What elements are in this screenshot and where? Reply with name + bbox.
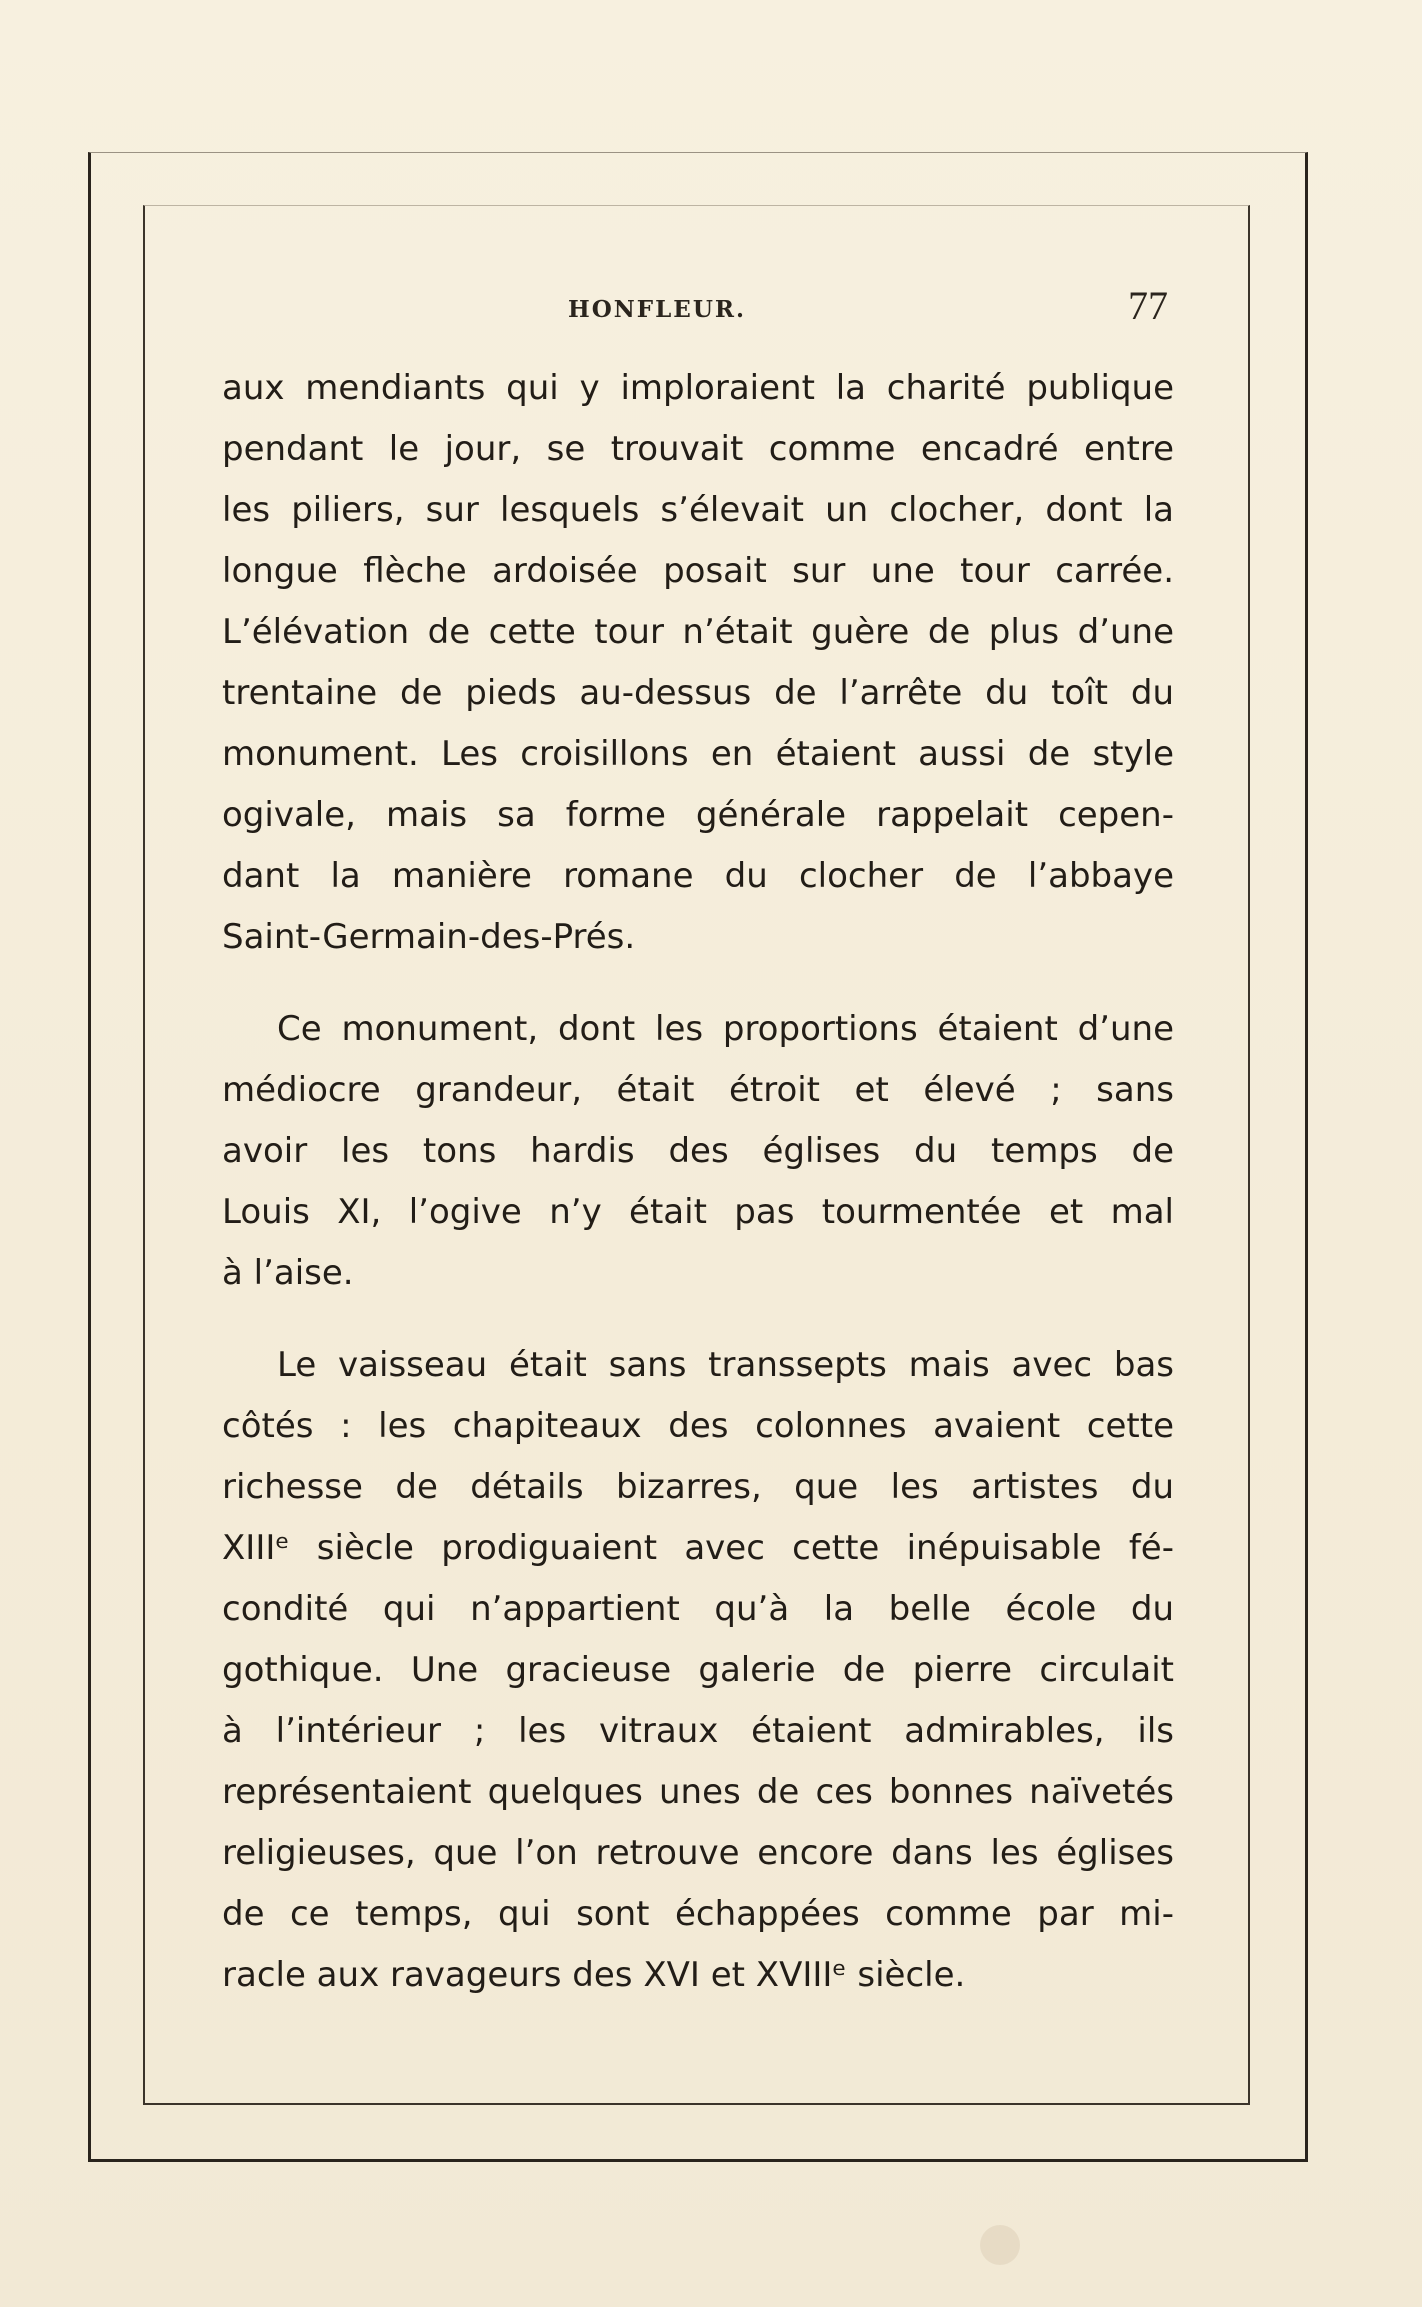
text-line: L’élévation de cette tour n’était guère de plus d’une: [222, 612, 1174, 652]
text-line: monument. Les croisillons en étaient aussi de style: [222, 734, 1174, 774]
text-line: de ce temps, qui sont échappées comme par mi-: [222, 1894, 1174, 1934]
paragraph-1: [222, 358, 1174, 968]
text-line: condité qui n’appartient qu’à la belle école du: [222, 1589, 1174, 1629]
page-number: 77: [1128, 283, 1168, 328]
text-line: trentaine de pieds au-dessus de l’arrête du toît du: [222, 673, 1174, 713]
text-line: pendant le jour, se trouvait comme encadré entre: [222, 429, 1174, 469]
text-line: médiocre grandeur, était étroit et élevé ; sans: [222, 1070, 1174, 1110]
text-line: gothique. Une gracieuse galerie de pierre circulait: [222, 1650, 1174, 1690]
text-line: à l’aise.: [222, 1253, 354, 1293]
paper-stain: [980, 2225, 1020, 2265]
text-line: dant la manière romane du clocher de l’abbaye: [222, 856, 1174, 896]
text-line: représentaient quelques unes de ces bonnes naïvetés: [222, 1772, 1174, 1812]
text-line: richesse de détails bizarres, que les artistes du: [222, 1467, 1174, 1507]
text-line: les piliers, sur lesquels s’élevait un clocher, dont la: [222, 490, 1174, 530]
text-line: Le vaisseau était sans transsepts mais avec bas: [277, 1345, 1174, 1385]
text-line: racle aux ravageurs des XVI et XVIIIᵉ siècle.: [222, 1955, 966, 1995]
running-title: HONFLEUR.: [568, 296, 747, 323]
text-line: aux mendiants qui y imploraient la charité publique: [222, 368, 1174, 408]
text-line: avoir les tons hardis des églises du temps de: [222, 1131, 1174, 1171]
text-line: Saint-Germain-des-Prés.: [222, 917, 636, 957]
body-text: [222, 358, 1174, 2006]
text-line: XIIIᵉ siècle prodiguaient avec cette inépuisable fé-: [222, 1528, 1174, 1568]
text-line: Louis XI, l’ogive n’y était pas tourmentée et mal: [222, 1192, 1174, 1232]
text-line: ogivale, mais sa forme générale rappelait cepen-: [222, 795, 1174, 835]
text-line: longue flèche ardoisée posait sur une tour carrée.: [222, 551, 1174, 591]
text-line: côtés : les chapiteaux des colonnes avaient cette: [222, 1406, 1174, 1446]
running-head: [220, 282, 1190, 342]
paragraph-3: [222, 1335, 1174, 2006]
text-line: religieuses, que l’on retrouve encore dans les églises: [222, 1833, 1174, 1873]
text-line: à l’intérieur ; les vitraux étaient admirables, ils: [222, 1711, 1174, 1751]
paragraph-2: [222, 999, 1174, 1304]
text-line: Ce monument, dont les proportions étaient d’une: [277, 1009, 1174, 1049]
